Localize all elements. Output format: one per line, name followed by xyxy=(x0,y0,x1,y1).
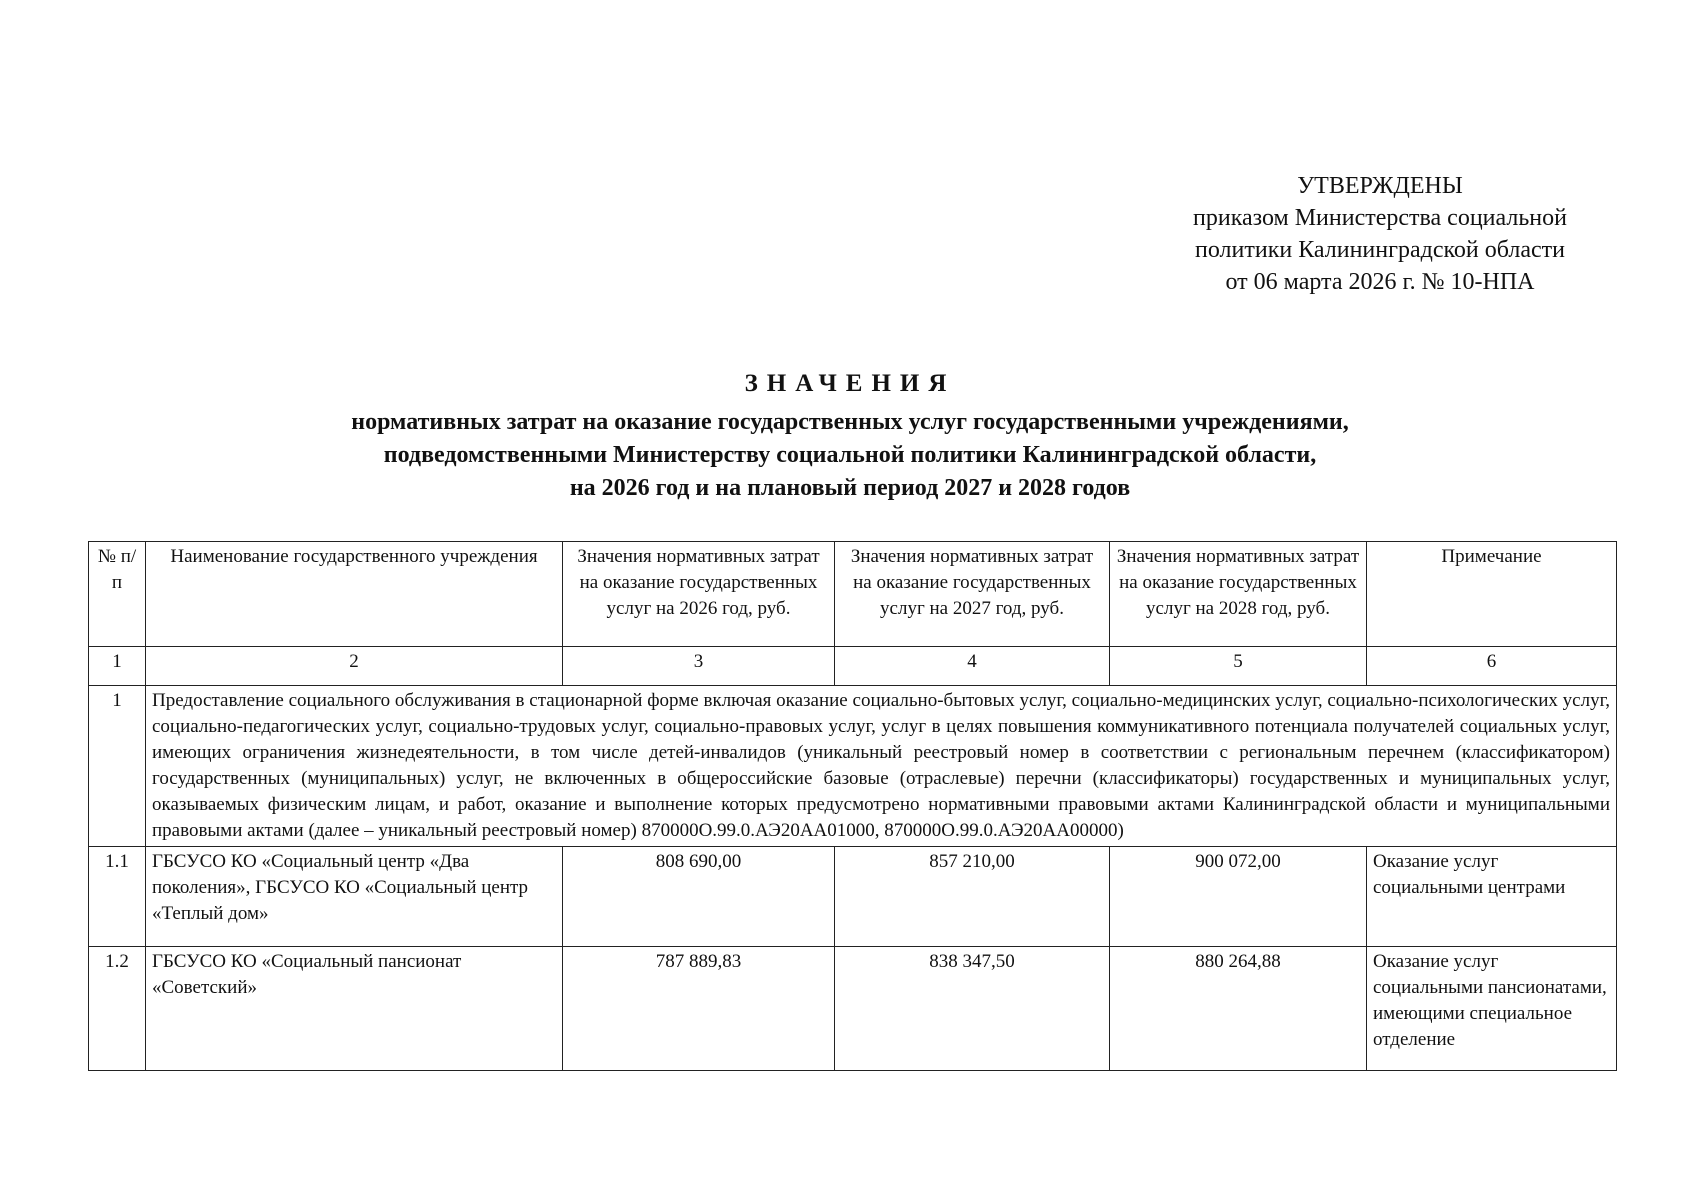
title-line-2: подведомственными Министерству социальной политики Калининградской области, xyxy=(383,442,1317,468)
title-line-1: нормативных затрат на оказание государственных услуг государственными учреждениями, xyxy=(351,409,1349,435)
row-note: Оказание услуг социальными пансионатами, имеющими специальное отделение xyxy=(1367,947,1617,1071)
title-line-3: на 2026 год и на плановый период 2027 и 2028 годов xyxy=(569,475,1131,501)
header-2026: Значения нормативных затрат на оказание государственных услуг на 2026 год, руб. xyxy=(563,542,835,647)
section-number: 1 xyxy=(89,686,146,847)
header-2028: Значения нормативных затрат на оказание государственных услуг на 2028 год, руб. xyxy=(1110,542,1367,647)
column-number: 1 xyxy=(89,647,146,686)
table-row xyxy=(89,947,1617,1071)
column-number: 2 xyxy=(146,647,563,686)
value-2028: 880 264,88 xyxy=(1110,947,1367,1071)
approval-block xyxy=(1100,170,1660,298)
value-2027: 857 210,00 xyxy=(835,847,1110,947)
approval-line-1: УТВЕРЖДЕНЫ xyxy=(1297,173,1463,199)
value-2026: 787 889,83 xyxy=(563,947,835,1071)
row-number: 1.1 xyxy=(89,847,146,947)
institution-name: ГБСУСО КО «Социальный пансионат «Советский» xyxy=(146,947,563,1071)
value-2028: 900 072,00 xyxy=(1110,847,1367,947)
table-row xyxy=(89,847,1617,947)
title-main: ЗНАЧЕНИЯ xyxy=(744,370,956,397)
approval-line-4: от 06 марта 2026 г. № 10-НПА xyxy=(1225,269,1535,295)
column-number: 6 xyxy=(1367,647,1617,686)
norms-table xyxy=(88,541,1617,1071)
institution-name: ГБСУСО КО «Социальный центр «Два поколения», ГБСУСО КО «Социальный центр «Теплый дом» xyxy=(146,847,563,947)
value-2027: 838 347,50 xyxy=(835,947,1110,1071)
document-title xyxy=(80,368,1620,505)
approval-line-3: политики Калининградской области xyxy=(1195,237,1565,263)
header-note: Примечание xyxy=(1367,542,1617,647)
section-row xyxy=(89,686,1617,847)
header-number: № п/п xyxy=(89,542,146,647)
column-number: 4 xyxy=(835,647,1110,686)
value-2026: 808 690,00 xyxy=(563,847,835,947)
row-number: 1.2 xyxy=(89,947,146,1071)
header-row xyxy=(89,542,1617,647)
column-number: 3 xyxy=(563,647,835,686)
header-2027: Значения нормативных затрат на оказание государственных услуг на 2027 год, руб. xyxy=(835,542,1110,647)
approval-line-2: приказом Министерства социальной xyxy=(1193,205,1567,231)
column-number-row xyxy=(89,647,1617,686)
header-institution: Наименование государственного учреждения xyxy=(146,542,563,647)
section-description: Предоставление социального обслуживания в стационарной форме включая оказание социально-бытовых услуг, социально-медицинских услуг, социально-психологических услуг, социально-педагогических услуг, социально-трудовых услуг, социально-правовых услуг, услуг в целях повышения коммуникативного потенциала получателей социальных услуг, имеющих ограничения жизнедеятельности, в том числе детей-инвалидов (уникальный реестровый номер в соответствии с региональным перечнем (классификатором) государственных (муниципальных) услуг, не включенных в общероссийские базовые (отраслевые) перечни (классификаторы) государственных и муниципальных услуг, оказываемых физическим лицам, и работ, оказание и выполнение которых предусмотрено нормативными правовыми актами Калининградской области и муниципальными правовыми актами (далее – уникальный реестровый номер) 870000О.99.0.АЭ20АА01000, 870000О.99.0.АЭ20АА00000) xyxy=(146,686,1617,847)
row-note: Оказание услуг социальными центрами xyxy=(1367,847,1617,947)
column-number: 5 xyxy=(1110,647,1367,686)
